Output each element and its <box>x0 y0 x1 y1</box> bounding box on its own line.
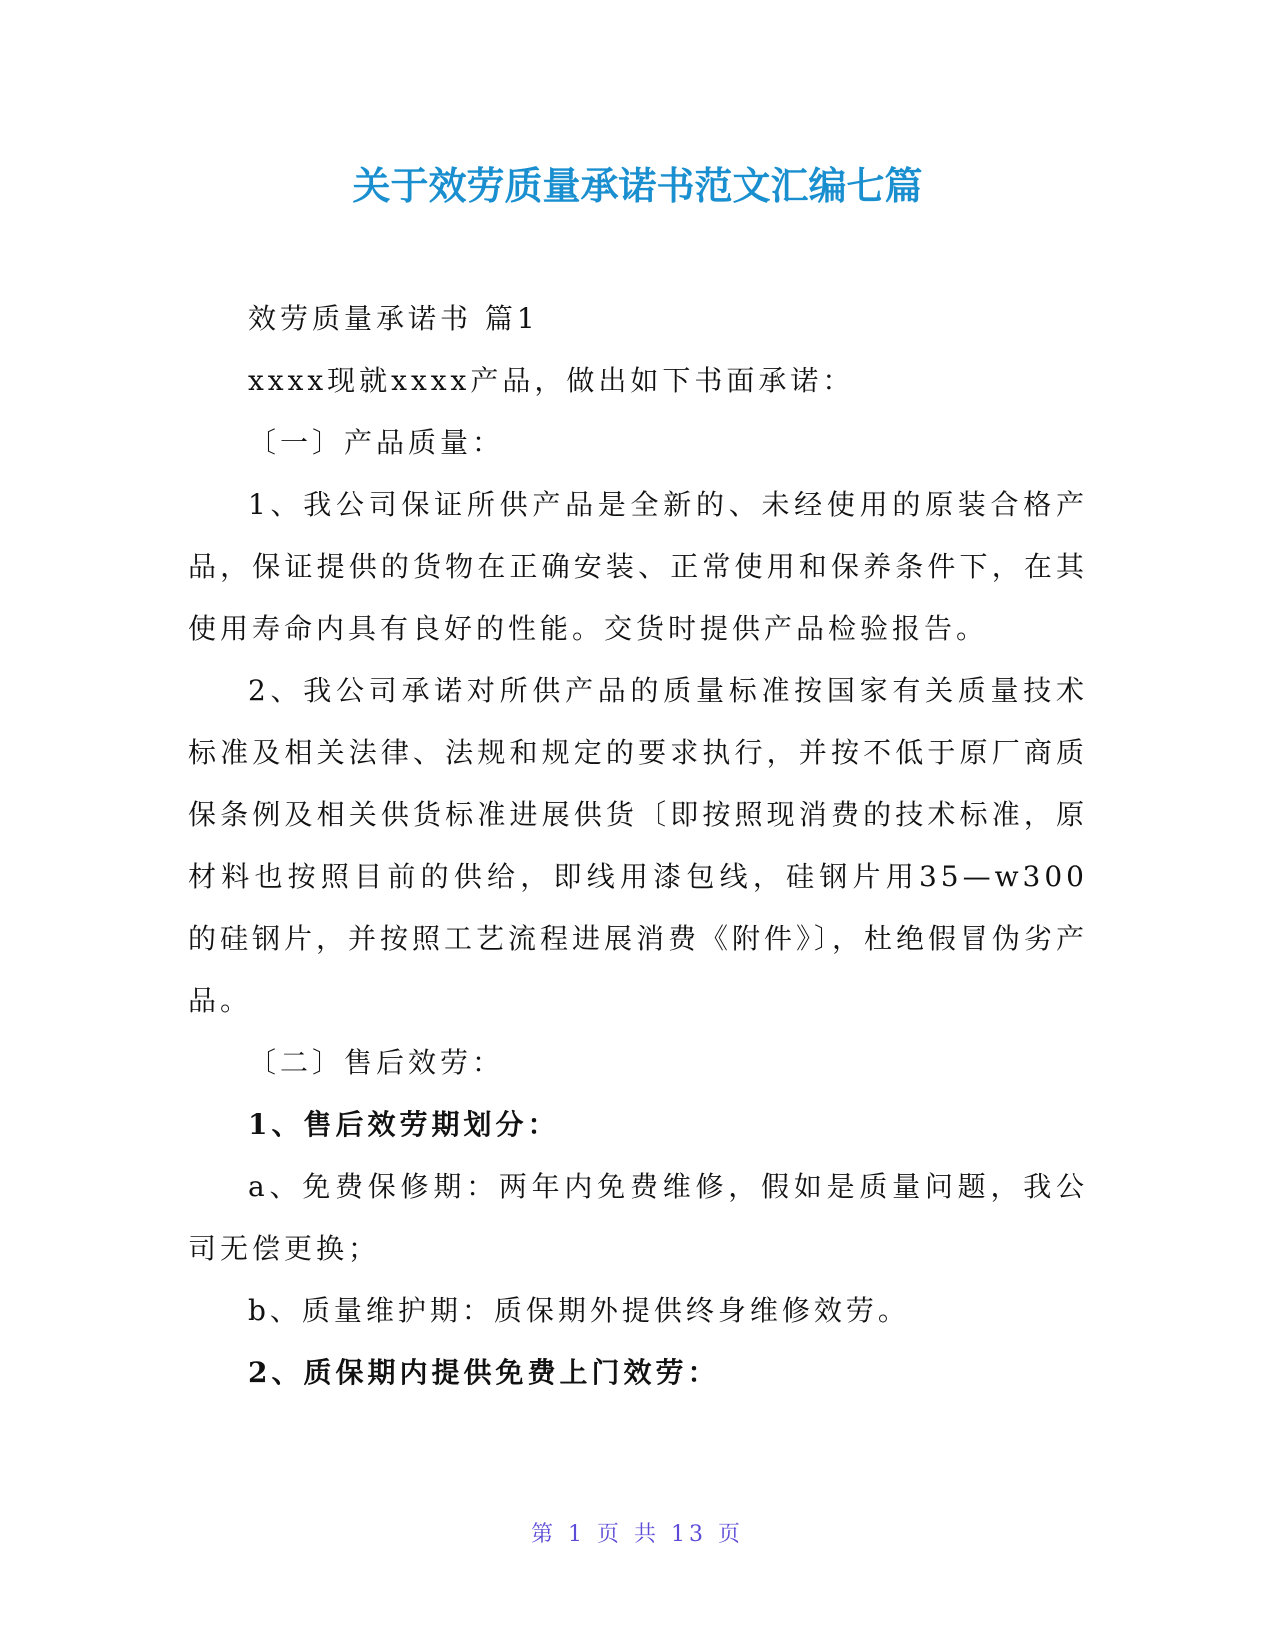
document-title: 关于效劳质量承诺书范文汇编七篇 <box>352 164 923 208</box>
page-footer: 第 1 页 共 13 页 <box>531 1522 744 1547</box>
paragraph-section-heading: 效劳质量承诺书 篇1 <box>248 302 539 335</box>
paragraph-product-quality-heading: 〔一〕产品质量： <box>248 426 505 459</box>
paragraph-after-sales-heading: 〔二〕售后效劳： <box>248 1046 505 1079</box>
paragraph-quality-item-1: 1、我公司保证所供产品是全新的、未经使用的原装合格产品，保证提供的货物在正确安装、正常使用和保养条件下，在其使用寿命内具有良好的性能。交货时提供产品检验报告。 <box>188 488 1088 645</box>
paragraph-free-warranty: a、免费保修期：两年内免费维修，假如是质量问题，我公司无偿更换； <box>188 1170 1088 1265</box>
paragraph-maintenance-period: b、质量维护期：质保期外提供终身维修效劳。 <box>248 1294 910 1327</box>
paragraph-intro: xxxx现就xxxx产品，做出如下书面承诺： <box>248 364 855 397</box>
document-body <box>188 288 1088 1404</box>
paragraph-service-period-heading: 1、售后效劳期划分： <box>248 1108 560 1141</box>
paragraph-onsite-service-heading: 2、质保期内提供免费上门效劳： <box>248 1356 720 1389</box>
paragraph-quality-item-2: 2、我公司承诺对所供产品的质量标准按国家有关质量技术标准及相关法律、法规和规定的要求执行，并按不低于原厂商质保条例及相关供货标准进展供货〔即按照现消费的技术标准，原材料也按照目前的供给，即线用漆包线，硅钢片用35—w300的硅钢片，并按照工艺流程进展消费《附件》〕，杜绝假冒伪劣产品。 <box>188 674 1089 1017</box>
